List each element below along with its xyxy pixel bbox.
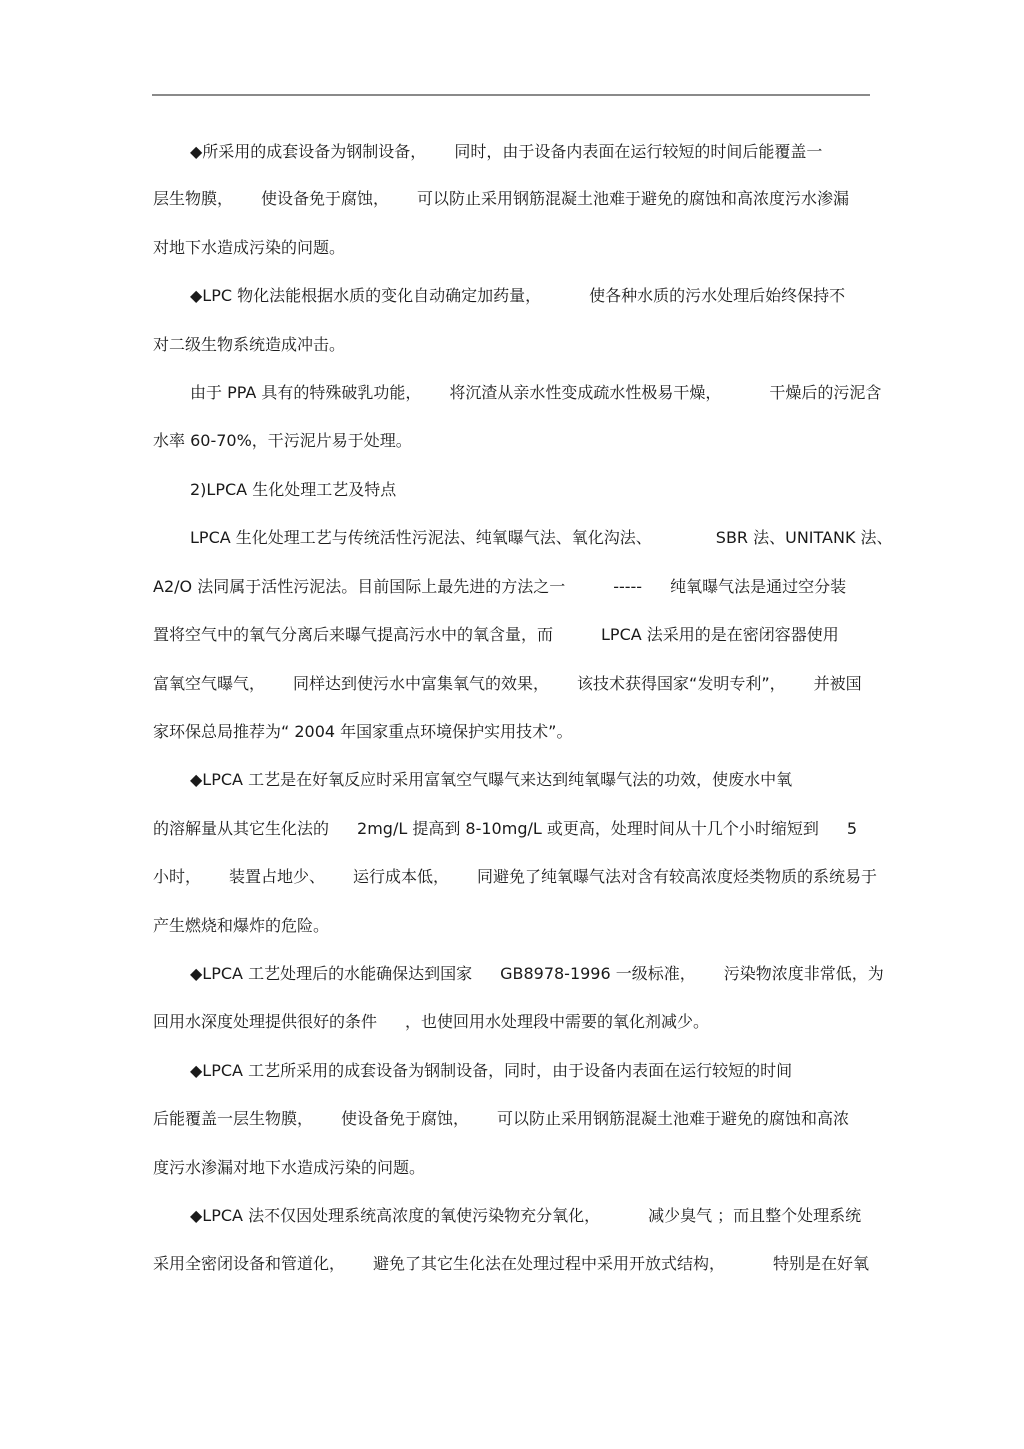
text-segment: 采用全密闭设备和管道化，	[153, 1254, 346, 1273]
text-segment: ◆LPCA 工艺处理后的水能确保达到国家	[190, 964, 473, 983]
text-segment: ◆LPCA 工艺所采用的成套设备为钢制设备，同时，由于设备内表面在运行较短的时间	[190, 1061, 793, 1080]
text-segment: 5	[846, 819, 858, 838]
text-line	[153, 1252, 875, 1276]
text-segment: ◆LPCA 工艺是在好氧反应时采用富氧空气曝气来达到纯氧曝气法的功效，使废水中氧	[190, 770, 793, 789]
text-segment: ◆LPC 物化法能根据水质的变化自动确定加药量，	[190, 286, 542, 305]
text-line	[153, 333, 875, 357]
text-line	[153, 429, 875, 453]
text-segment: 污染物浓度非常低	[723, 964, 852, 983]
text-segment: 并被国	[813, 674, 862, 693]
text-segment: 可以防止采用钢筋混凝土池难于避免的腐蚀和高浓	[497, 1109, 850, 1128]
text-line	[153, 1107, 875, 1131]
text-line	[153, 865, 878, 889]
text-line	[153, 914, 875, 938]
text-segment: 回用水深度处理提供很好的条件	[153, 1012, 378, 1031]
text-segment: 2mg/L 提高到 8-10mg/L 或更高，处理时间从十几个小时缩短到	[357, 819, 819, 838]
header-rule	[152, 94, 870, 96]
text-segment: 同避免了纯氧曝气法对含有较高浓度烃类物质的系统易于	[477, 867, 878, 886]
text-segment: ，为	[851, 964, 884, 983]
text-line	[153, 1156, 875, 1180]
text-segment: 同时，由于设备内表面在运行较短的时间后能覆盖一	[454, 142, 823, 161]
text-segment: 将沉渣从亲水性变成疏水性极易干燥，	[449, 383, 722, 402]
text-line	[153, 623, 875, 647]
text-line	[190, 526, 893, 550]
text-segment: 避免了其它生化法在处理过程中采用开放式结构，	[373, 1254, 726, 1273]
text-segment: 装置占地少、	[229, 867, 326, 886]
text-segment: LPCA 生化处理工艺与传统活性污泥法、纯氧曝气法、氧化沟法、	[190, 528, 652, 547]
text-segment: 干燥后的污泥含	[769, 383, 882, 402]
text-segment: 的溶解量从其它生化法的	[153, 819, 330, 838]
text-line	[190, 284, 875, 308]
text-segment: 富氧空气曝气，	[153, 674, 266, 693]
text-segment: ◆LPCA 法不仅因处理系统高浓度的氧使污染物充分氧化，	[190, 1206, 601, 1225]
text-segment: 后能覆盖一层生物膜，	[153, 1109, 314, 1128]
text-line	[153, 720, 875, 744]
text-segment: SBR 法、UNITANK 法、	[715, 528, 893, 547]
text-line	[153, 672, 875, 696]
text-line	[190, 1059, 875, 1083]
text-line	[190, 140, 875, 164]
text-segment: -----	[613, 577, 643, 596]
text-segment: 使各种水质的污水处理后始终保持不	[589, 286, 846, 305]
text-segment: 小时，	[153, 867, 202, 886]
text-line	[153, 187, 875, 211]
text-segment: LPCA 法采用的是在密闭容器使用	[601, 625, 839, 644]
text-segment: 家环保总局推荐为“ 2004 年国家重点环境保护实用技术”。	[153, 722, 573, 741]
text-segment: 该技术获得国家“发明专利”，	[577, 674, 786, 693]
text-segment: ，也使回用水处理段中需要的氧化剂减少。	[405, 1012, 710, 1031]
text-line	[153, 236, 875, 260]
text-line	[190, 1204, 875, 1228]
text-segment: 运行成本低，	[353, 867, 450, 886]
text-segment: 对二级生物系统造成冲击。	[153, 335, 346, 354]
text-segment: 同样达到使污水中富集氧气的效果，	[293, 674, 550, 693]
text-segment: A2/O 法同属于活性污泥法。目前国际上最先进的方法之一	[153, 577, 566, 596]
text-segment: 度污水渗漏对地下水造成污染的问题。	[153, 1158, 426, 1177]
section-heading	[190, 478, 875, 502]
text-segment: ◆所采用的成套设备为钢制设备，	[190, 142, 427, 161]
text-segment: 特别是在好氧	[773, 1254, 870, 1273]
text-line	[190, 381, 882, 405]
text-segment: 纯氧曝气法是通过空分装	[670, 577, 847, 596]
text-segment: 由于 PPA 具有的特殊破乳功能，	[190, 383, 422, 402]
text-segment: 层生物膜，	[153, 189, 234, 208]
text-segment: 使设备免于腐蚀，	[341, 1109, 470, 1128]
text-segment: 对地下水造成污染的问题。	[153, 238, 346, 257]
text-line	[153, 1010, 875, 1034]
text-segment: 使设备免于腐蚀，	[261, 189, 390, 208]
text-segment: GB8978-1996 一级标准，	[500, 964, 696, 983]
text-segment: 可以防止采用钢筋混凝土池难于避免的腐蚀和高浓度污水渗漏	[417, 189, 850, 208]
text-segment: 置将空气中的氧气分离后来曝气提高污水中的氧含量，而	[153, 625, 554, 644]
text-segment: 2)LPCA 生化处理工艺及特点	[190, 480, 397, 499]
text-line	[190, 962, 884, 986]
text-line	[153, 575, 875, 599]
text-segment: 水率 60-70%，干污泥片易于处理。	[153, 431, 412, 450]
text-segment: 减少臭气 ；而且整个处理系统	[648, 1206, 862, 1225]
text-segment: 产生燃烧和爆炸的危险。	[153, 916, 330, 935]
text-line	[153, 817, 875, 841]
text-line	[190, 768, 875, 792]
